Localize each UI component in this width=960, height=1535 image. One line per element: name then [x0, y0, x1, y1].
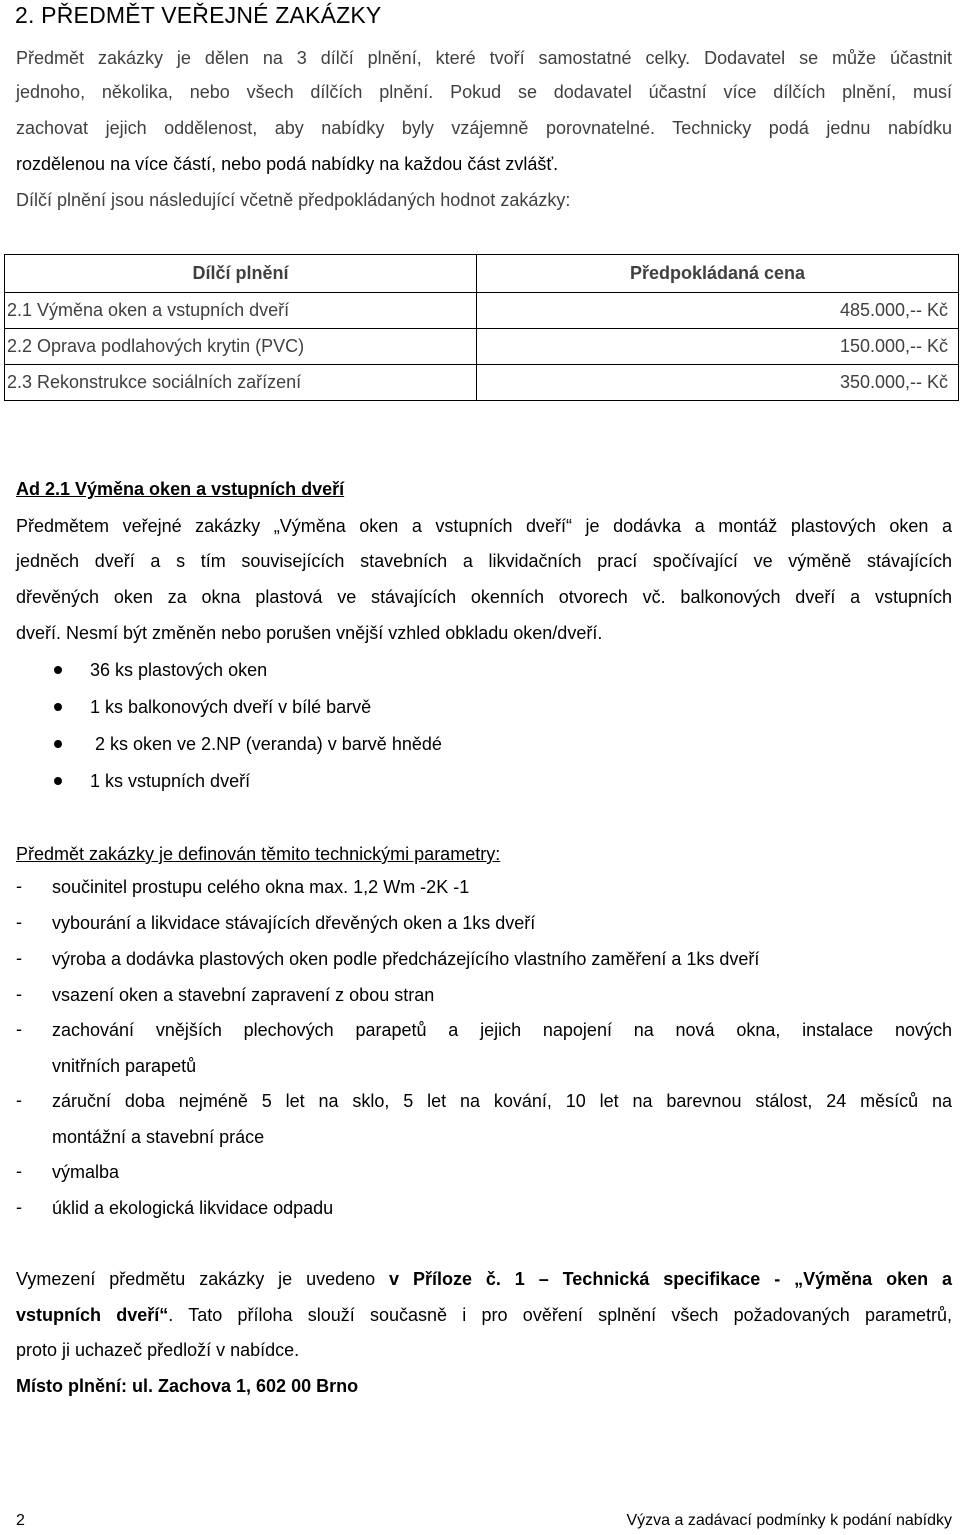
vymezeni-line-1 [16, 1261, 952, 1297]
table-row [5, 329, 959, 365]
ad-line-3: dřevěných oken za okna plastová ve stávajících okenních otvorech vč. balkonových dveří a vstupních [16, 587, 952, 607]
intro-line-3: zachovat jejich oddělenost, aby nabídky byly vzájemně porovnatelné. Technicky podá jednu nabídku [16, 118, 952, 138]
ad-line-4: dveří. Nesmí být změněn nebo porušen vnější vzhled obkladu oken/dveří. [16, 623, 603, 643]
dash-marker: - [16, 1090, 22, 1110]
params-heading: Předmět zakázky je definován těmito technickými parametry: [16, 844, 501, 864]
intro-line-1: Předmět zakázky je dělen na 3 dílčí plnění, které tvoří samostatné celky. Dodavatel se může účastnit [16, 48, 952, 68]
page-number: 2 [16, 1512, 25, 1529]
dash-marker: - [16, 912, 22, 932]
table-header-row [5, 255, 959, 293]
param-item-cont: montážní a stavební práce [52, 1127, 265, 1147]
intro-line-5: Dílčí plnění jsou následující včetně předpokládaných hodnot zakázky: [16, 190, 571, 210]
intro-line-4: rozdělenou na více částí, nebo podá nabídky na každou část zvlášť. [16, 154, 559, 174]
param-item: úklid a ekologická likvidace odpadu [52, 1198, 334, 1218]
bullet-dot [54, 777, 62, 785]
table-header-price: Předpokládaná cena [477, 255, 959, 293]
vymezeni-text: . Tato příloha slouží současně i pro ověření splnění všech požadovaných parametrů, [168, 1305, 953, 1325]
dash-marker: - [16, 948, 22, 968]
table-row [5, 293, 959, 329]
param-item: vsazení oken a stavební zapravení z obou stran [52, 985, 435, 1005]
vymezeni-line-2 [16, 1297, 952, 1333]
table-cell-name: 2.3 Rekonstrukce sociálních zařízení [5, 365, 477, 401]
bullet-item: 36 ks plastových oken [90, 660, 268, 680]
bullet-item: 1 ks vstupních dveří [90, 771, 251, 791]
table-cell-name: 2.2 Oprava podlahových krytin (PVC) [5, 329, 477, 365]
misto-plneni: Místo plnění: ul. Zachova 1, 602 00 Brno [16, 1376, 359, 1396]
table-cell-price: 485.000,-- Kč [477, 293, 959, 329]
param-item: součinitel prostupu celého okna max. 1,2 Wm -2K -1 [52, 877, 470, 897]
param-item: výroba a dodávka plastových oken podle předcházejícího vlastního zaměření a 1ks dveří [52, 949, 760, 969]
vymezeni-bold: vstupních dveří“ [16, 1305, 169, 1325]
section-heading: 2. PŘEDMĚT VEŘEJNÉ ZAKÁZKY [15, 2, 382, 28]
param-item: výmalba [52, 1162, 120, 1182]
vymezeni-text: Vymezení předmětu zakázky je uvedeno [16, 1269, 390, 1289]
param-item-cont: vnitřních parapetů [52, 1056, 197, 1076]
vymezeni-bold: v Příloze č. 1 – Technická specifikace - „Výměna oken a [389, 1269, 952, 1289]
dash-marker: - [16, 1161, 22, 1181]
dash-marker: - [16, 1197, 22, 1217]
ad-line-1: Předmětem veřejné zakázky „Výměna oken a vstupních dveří“ je dodávka a montáž plastových oken a [16, 516, 952, 536]
intro-line-2: jednoho, několika, nebo všech dílčích plnění. Pokud se dodavatel účastní více dílčích plnění, musí [16, 82, 952, 102]
bullet-item: 1 ks balkonových dveří v bílé barvě [90, 697, 372, 717]
param-item: záruční doba nejméně 5 let na sklo, 5 let na kování, 10 let na barevnou stálost, 24 měsíců na [52, 1091, 952, 1111]
ad-line-2: jedněch dveří a s tím souvisejících stavebních a likvidačních prací spočívající ve výměně stávajících [16, 551, 952, 571]
price-table [4, 254, 959, 401]
bullet-dot [54, 740, 62, 748]
vymezeni-line-3: proto ji uchazeč předloží v nabídce. [16, 1340, 300, 1360]
dash-marker: - [16, 1019, 22, 1039]
table-header-part: Dílčí plnění [5, 255, 477, 293]
param-item: vybourání a likvidace stávajících dřevěných oken a 1ks dveří [52, 913, 536, 933]
bullet-dot [54, 666, 62, 674]
ad-heading: Ad 2.1 Výměna oken a vstupních dveří [16, 479, 345, 499]
footer-title: Výzva a zadávací podmínky k podání nabídky [626, 1512, 952, 1529]
bullet-item: 2 ks oken ve 2.NP (veranda) v barvě hnědé [90, 734, 442, 754]
param-item: zachování vnějších plechových parapetů a jejich napojení na nová okna, instalace nových [52, 1020, 952, 1040]
dash-marker: - [16, 876, 22, 896]
table-cell-price: 150.000,-- Kč [477, 329, 959, 365]
table-row [5, 365, 959, 401]
dash-marker: - [16, 984, 22, 1004]
bullet-dot [54, 703, 62, 711]
table-cell-price: 350.000,-- Kč [477, 365, 959, 401]
table-cell-name: 2.1 Výměna oken a vstupních dveří [5, 293, 477, 329]
